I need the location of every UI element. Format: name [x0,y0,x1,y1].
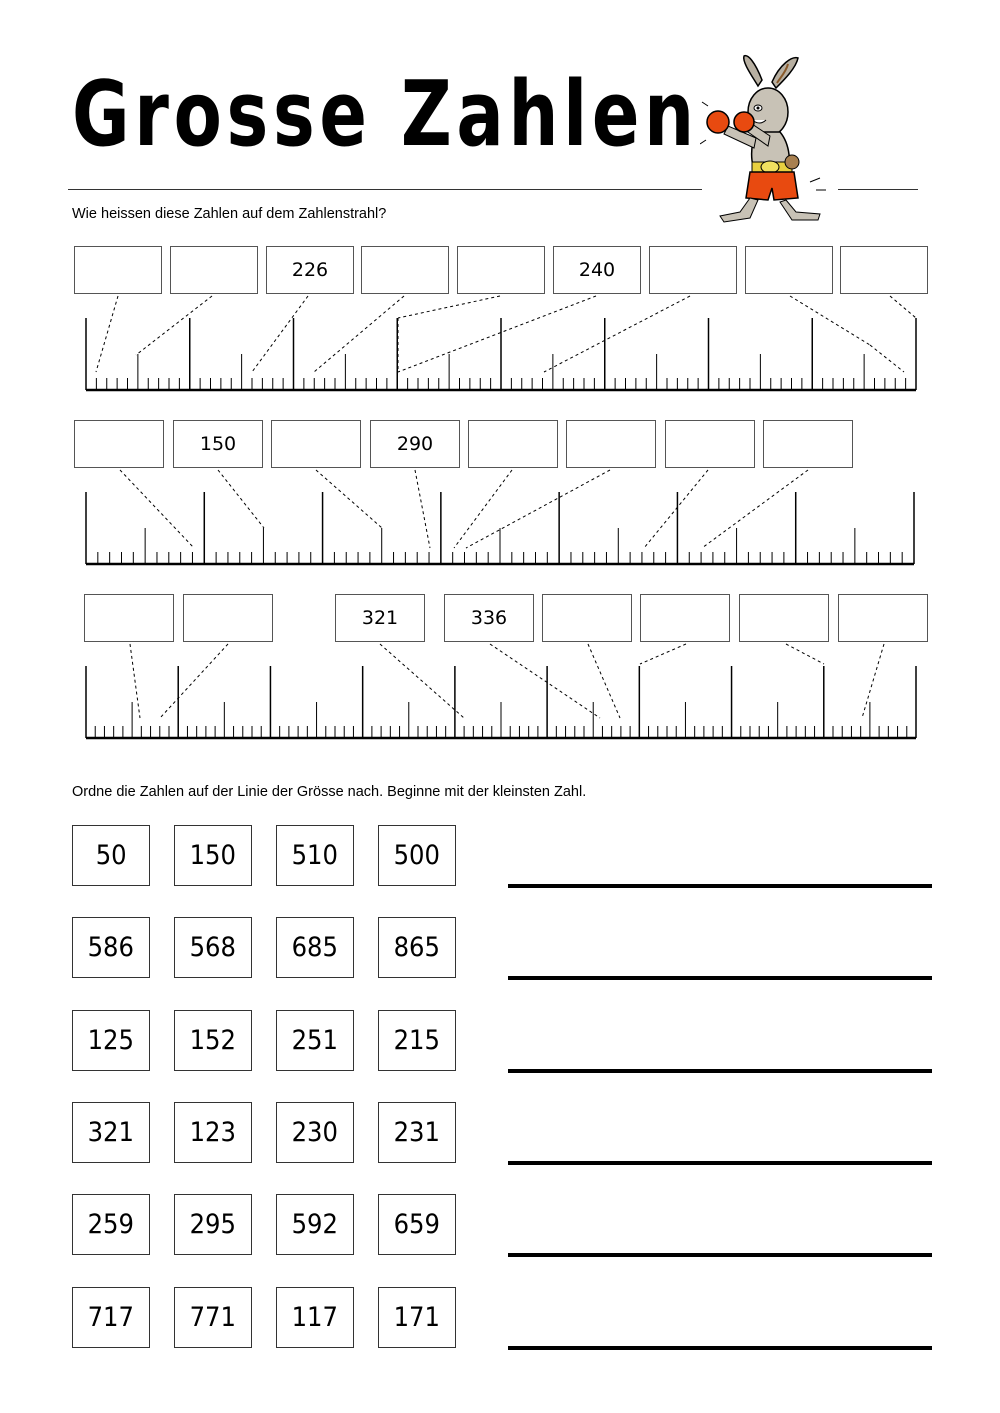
pointer-line [454,470,512,548]
number-card [276,1287,354,1348]
number-answer-box[interactable] [745,246,833,294]
number-card [378,825,456,886]
number-card [276,917,354,978]
number-card-value: 230 [291,1116,339,1148]
number-box-given: 240 [553,246,641,294]
number-box-given: 150 [173,420,263,468]
page-title: Grosse Zahlen [72,62,699,167]
number-card-value: 659 [393,1209,441,1241]
number-card [72,1194,150,1255]
number-card-value: 50 [95,840,127,871]
number-answer-box[interactable] [739,594,829,642]
number-card-value: 259 [87,1209,135,1241]
number-card-value: 510 [291,840,339,871]
number-card [378,1287,456,1348]
number-card [276,1010,354,1071]
pointer-line [380,644,464,718]
number-card [72,1287,150,1348]
number-card-value: 685 [291,932,339,964]
number-card [378,1194,456,1255]
number-answer-box[interactable] [763,420,853,468]
number-card [174,1010,252,1071]
number-answer-box[interactable] [542,594,632,642]
number-card [72,1010,150,1071]
pointer-line [640,644,686,664]
pointer-line [862,644,884,718]
number-card-value: 321 [87,1116,135,1148]
number-card [378,917,456,978]
pointer-line [786,644,824,664]
pointer-line [218,470,264,528]
number-card-value: 295 [189,1209,237,1241]
number-answer-box[interactable] [665,420,755,468]
number-line-instruction: Wie heissen diese Zahlen auf dem Zahlenstrahl? [72,206,387,222]
pointer-line [160,644,228,718]
number-card-value: 568 [189,932,237,964]
number-card-value: 215 [393,1024,441,1056]
number-card-value: 592 [291,1209,339,1241]
number-card-value: 865 [393,932,441,964]
number-card-value: 771 [189,1301,237,1333]
ordering-instruction: Ordne die Zahlen auf der Linie der Grösse nach. Beginne mit der kleinsten Zahl. [72,784,587,800]
number-answer-box[interactable] [566,420,656,468]
number-box-given: 336 [444,594,534,642]
number-card-value: 717 [87,1301,135,1333]
answer-line[interactable] [508,1346,932,1350]
answer-line[interactable] [508,976,932,980]
pointer-line [490,644,600,718]
number-box-given: 226 [266,246,354,294]
number-answer-box[interactable] [361,246,449,294]
number-card [72,1102,150,1163]
number-card [174,917,252,978]
number-card-value: 171 [393,1301,441,1333]
number-answer-box[interactable] [271,420,361,468]
number-answer-box[interactable] [649,246,737,294]
answer-line[interactable] [508,884,932,888]
number-answer-box[interactable] [84,594,174,642]
number-card [276,1102,354,1163]
number-card [276,1194,354,1255]
number-card [174,1194,252,1255]
number-card [378,1010,456,1071]
number-answer-box[interactable] [838,594,928,642]
number-card-value: 586 [87,932,135,964]
pointer-line [415,470,430,548]
pointer-line [870,345,904,372]
number-card [72,825,150,886]
number-answer-box[interactable] [457,246,545,294]
number-answer-box[interactable] [170,246,258,294]
pointer-line [130,644,140,718]
number-card [174,1287,252,1348]
pointer-line [120,470,194,548]
answer-line[interactable] [508,1161,932,1165]
pointer-line [702,470,808,548]
number-answer-box[interactable] [74,246,162,294]
pointer-line [790,296,870,345]
pointer-line [96,296,118,372]
number-answer-box[interactable] [840,246,928,294]
number-card-value: 251 [291,1024,339,1056]
number-card-value: 500 [393,840,441,871]
answer-line[interactable] [508,1069,932,1073]
number-box-given: 321 [335,594,425,642]
pointer-line [398,296,500,318]
number-card [174,825,252,886]
number-answer-box[interactable] [183,594,273,642]
number-card-value: 231 [393,1116,441,1148]
pointer-line [252,296,308,372]
pointer-line [316,470,382,528]
pointer-line [890,296,916,318]
number-card-value: 152 [189,1024,237,1056]
number-card [72,917,150,978]
number-answer-box[interactable] [640,594,730,642]
number-box-given: 290 [370,420,460,468]
pointer-line [466,470,610,548]
number-card-value: 150 [189,840,237,871]
number-card [276,825,354,886]
answer-line[interactable] [508,1253,932,1257]
number-card-value: 117 [291,1301,339,1333]
pointer-line [136,296,212,355]
number-answer-box[interactable] [74,420,164,468]
number-answer-box[interactable] [468,420,558,468]
number-card-value: 123 [189,1116,237,1148]
number-card [378,1102,456,1163]
pointer-line [314,296,404,372]
number-card-value: 125 [87,1024,135,1056]
pointer-line [644,470,708,548]
number-card [174,1102,252,1163]
